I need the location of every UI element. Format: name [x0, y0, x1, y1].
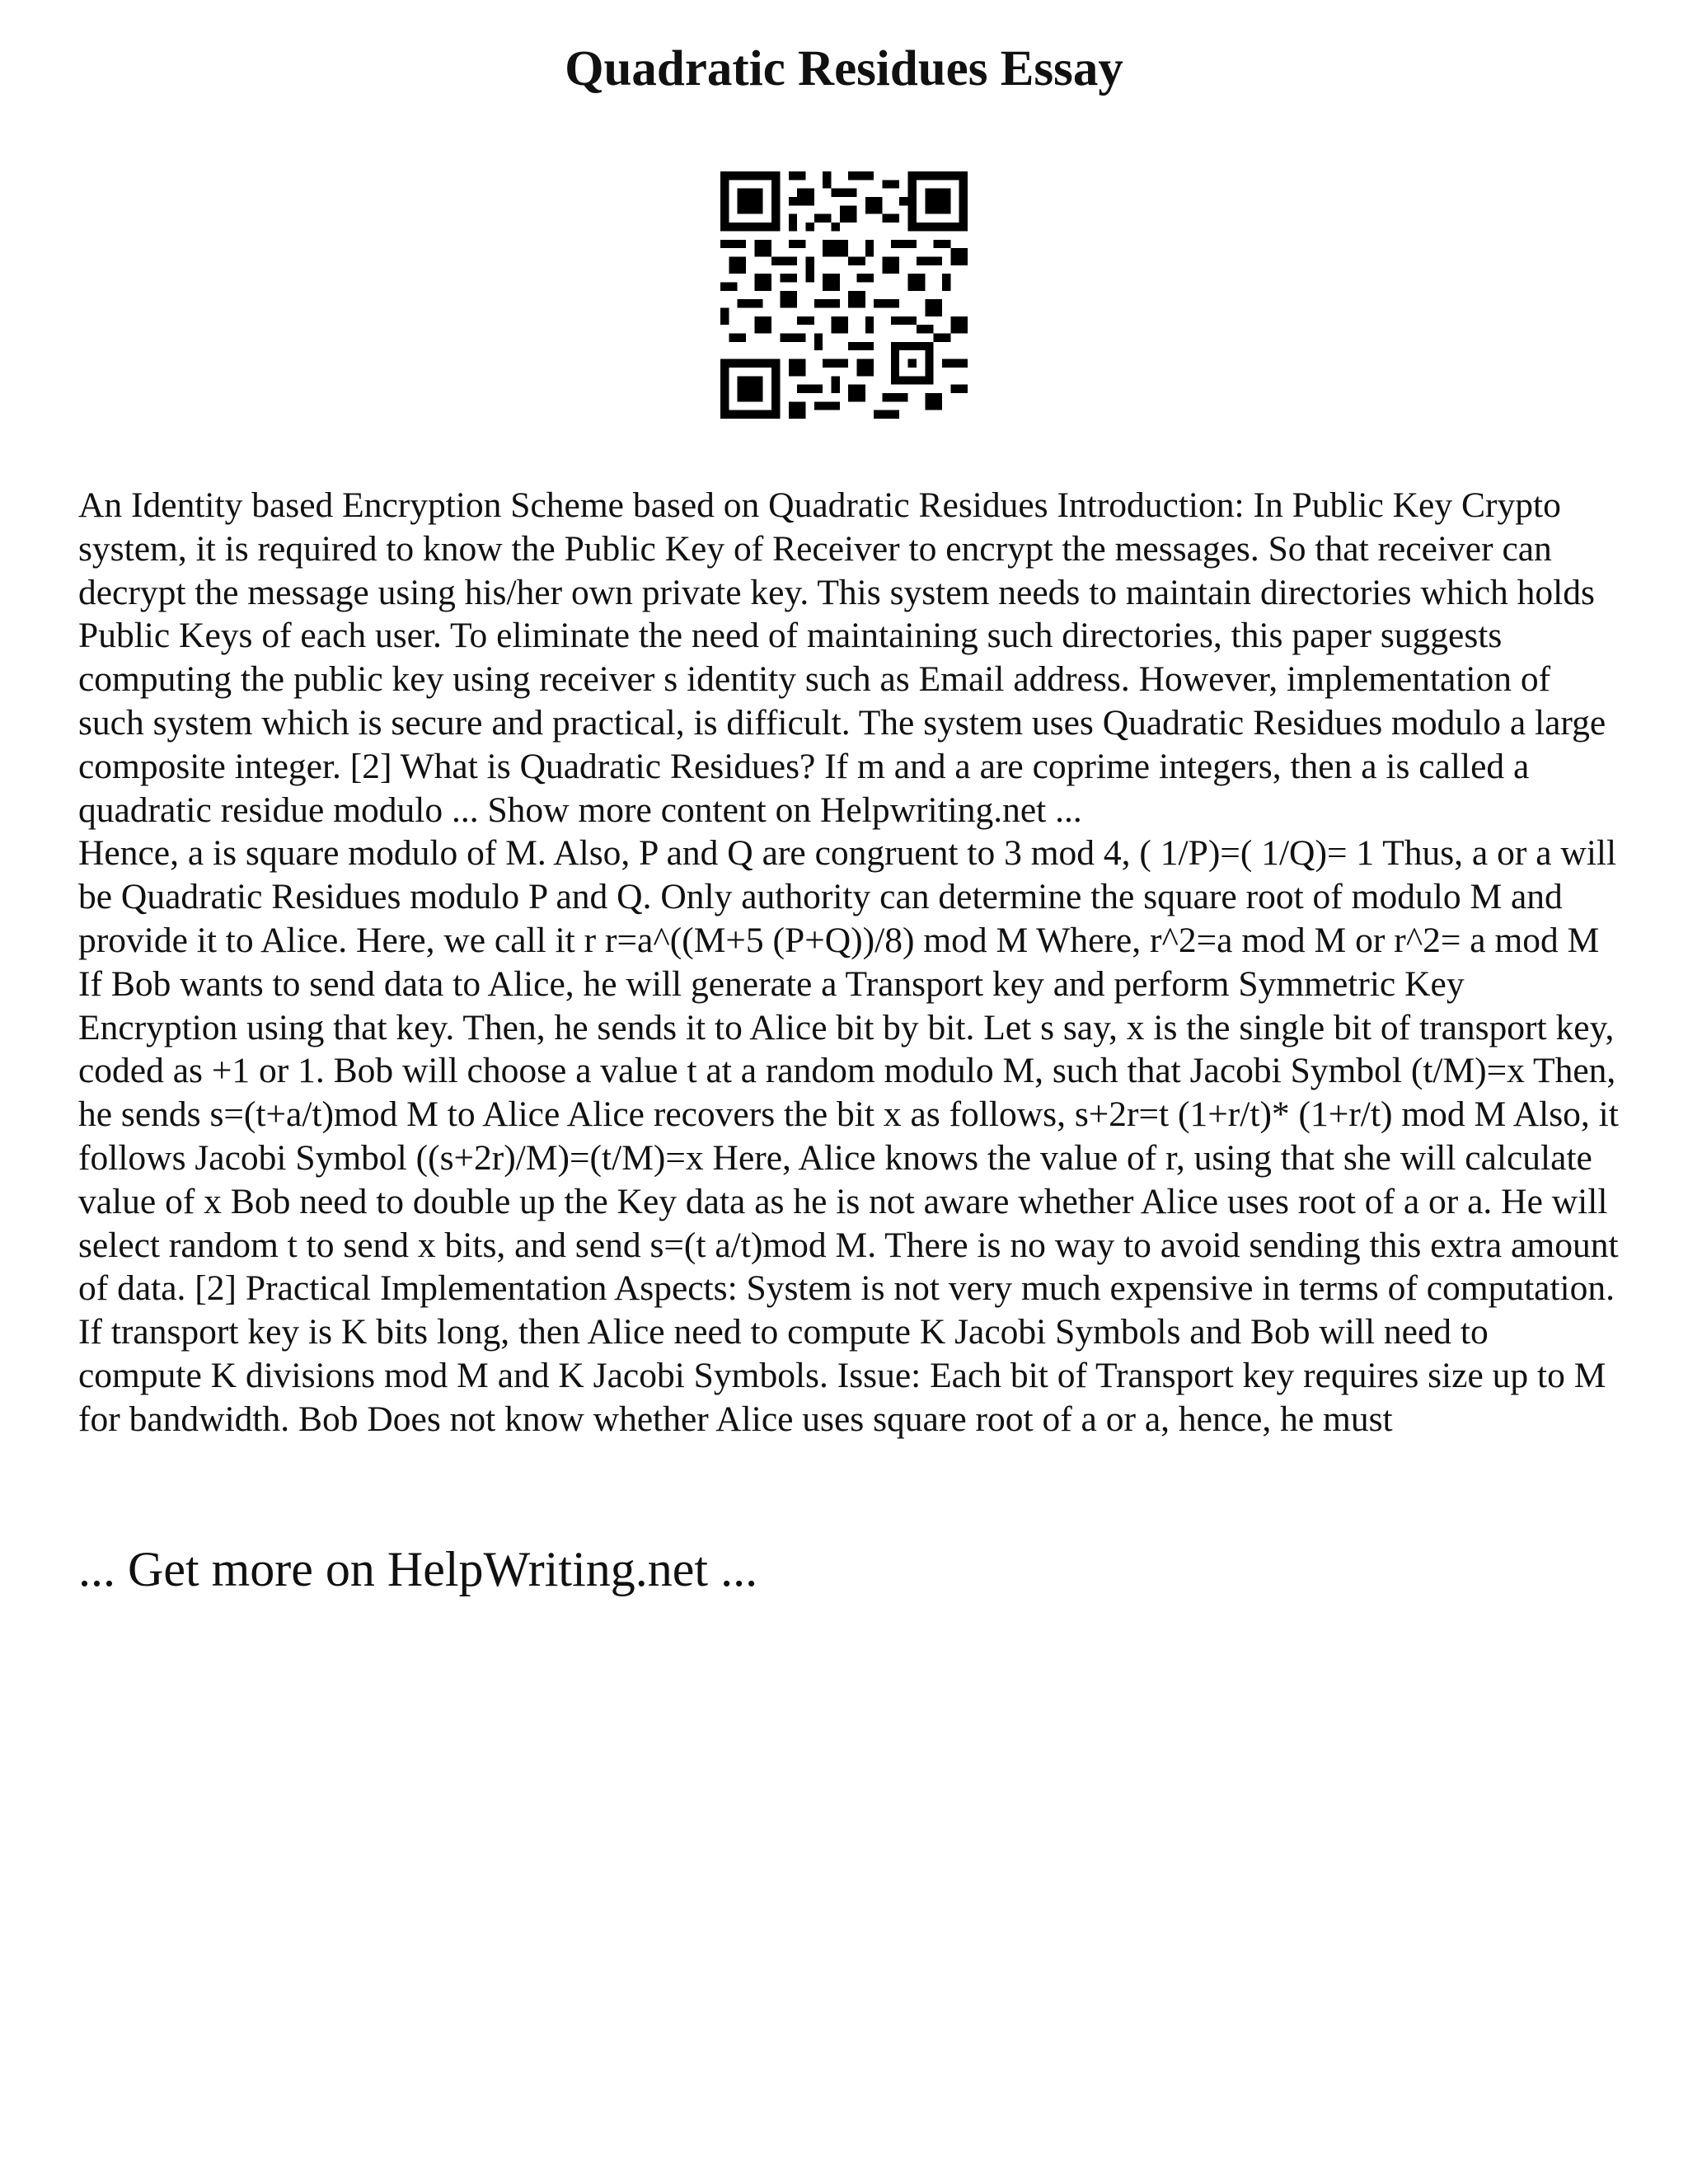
- paragraph-2: Hence, a is square modulo of M. Also, P and Q are congruent to 3 mod 4, ( 1/P)=( 1/Q)= 1 Thus, a or a will be Quadratic Residues modulo P and Q. Only authority can determine the square root of modulo M and provide it to Alice. Here, we call it r r=a^((M+5 (P+Q))/8) mod M Where, r^2=a mod M or r^2= a mod M If Bob wants to send data to Alice, he will generate a Transport key and perform Symmetric Key Encryption using that key. Then, he sends it to Alice bit by bit. Let s say, x is the single bit of transport key, coded as +1 or 1. Bob will choose a value t at a random modulo M, such that Jacobi Symbol (t/M)=x Then, he sends s=(t+a/t)mod M to Alice Alice recovers the bit x as follows, s+2r=t (1+r/t)* (1+r/t) mod M Also, it follows Jacobi Symbol ((s+2r)/M)=(t/M)=x Here, Alice knows the value of r, using that she will calculate value of x Bob need to double up the Key data as he is not aware whether Alice uses root of a or a. He will select random t to send x bits, and send s=(t a/t)mod M. There is no way to avoid sending this extra amount of data. [2] Practical Implementation Aspects: System is not very much expensive in terms of computation. If transport key is K bits long, then Alice need to compute K Jacobi Symbols and Bob will need to compute K divisions mod M and K Jacobi Symbols. Issue: Each bit of Transport key requires size up to M for bandwidth. Bob Does not know whether Alice uses square root of a or a, hence, he must: [78, 833, 1619, 1439]
- qr-code-graphic: [720, 171, 968, 419]
- essay-body: [78, 484, 1620, 1441]
- page-title: Quadratic Residues Essay: [565, 41, 1123, 96]
- qr-code-icon[interactable]: [720, 171, 968, 419]
- get-more-link[interactable]: ... Get more on HelpWriting.net ...: [78, 1542, 758, 1596]
- paragraph-1: An Identity based Encryption Scheme based on Quadratic Residues Introduction: In Public Key Crypto system, it is required to know the Public Key of Receiver to encrypt the messages. So that receiver can decrypt the message using his/her own private key. This system needs to maintain directories which holds Public Keys of each user. To eliminate the need of maintaining such directories, this paper suggests computing the public key using receiver s identity such as Email address. However, implementation of such system which is secure and practical, is difficult. The system uses Quadratic Residues modulo a large composite integer. [2] What is Quadratic Residues? If m and a are coprime integers, then a is called a quadratic residue modulo ... Show more content on Helpwriting.net ...: [78, 485, 1606, 830]
